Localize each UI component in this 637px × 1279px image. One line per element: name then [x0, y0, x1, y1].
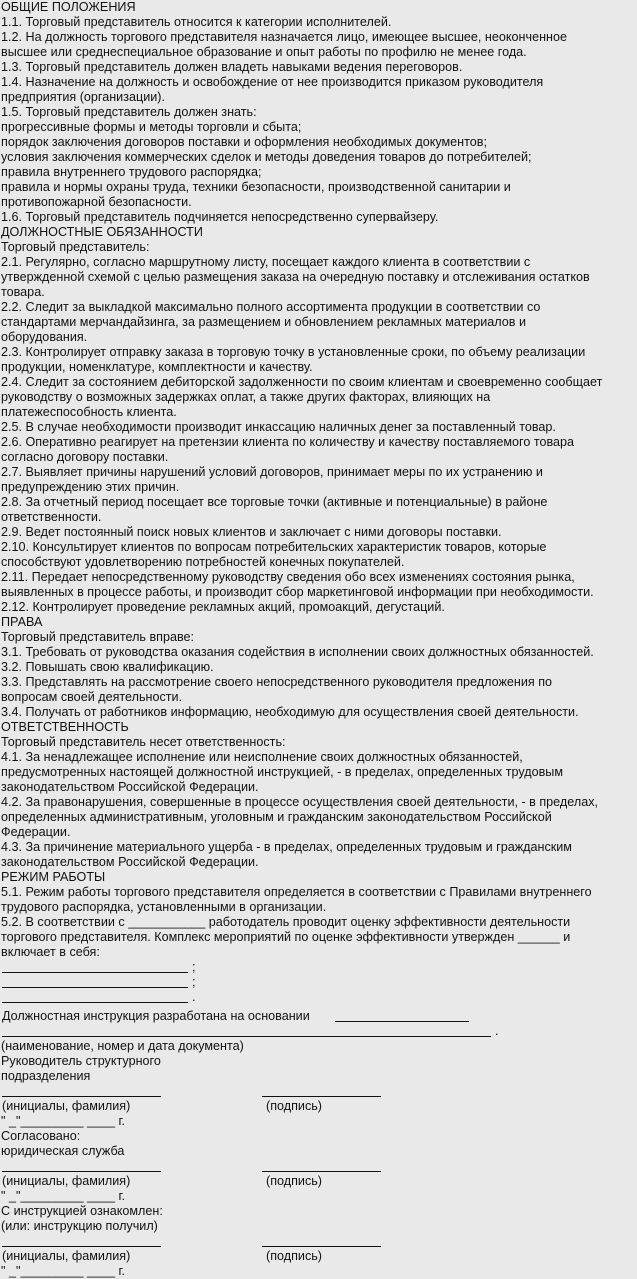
text-line: ответственности. — [1, 510, 102, 524]
text-line: руководству о возможных задержках оплат, а также других факторах, влияющих на — [1, 390, 491, 404]
paragraph — [1, 465, 635, 495]
paragraph — [1, 15, 635, 30]
underline — [2, 1084, 161, 1097]
doc-caption: (наименование, номер и дата документа) — [1, 1039, 244, 1053]
underline — [2, 975, 188, 988]
initials-caption: (инициалы, фамилия) — [2, 1174, 131, 1188]
paragraph — [1, 705, 635, 720]
text-line: 2.7. Выявляет причины нарушений условий договоров, принимает меры по их устранению и — [1, 465, 543, 479]
paragraph — [1, 30, 635, 60]
date-line: " _"_________ ____ г. — [1, 1189, 126, 1203]
section-body — [1, 240, 635, 615]
text-line: способствуют удовлетворению потребностей конечных покупателей. — [1, 555, 405, 569]
text-line: 2.5. В случае необходимости производит инкассацию наличных денег за поставленный товар. — [1, 420, 556, 434]
text-line: 4.3. За причинение материального ущерба - в пределах, определенных трудовым и гражданским — [1, 840, 572, 854]
initials-caption: (инициалы, фамилия) — [2, 1249, 131, 1263]
text-line: 2.11. Передает непосредственному руководству сведения обо всех изменениях состояния рынка, — [1, 570, 575, 584]
text-line: 2.2. Следит за выкладкой максимально полного ассортимента продукции в соответствии со — [1, 300, 541, 314]
text-line: условия заключения коммерческих сделок и методы доведения товаров до потребителей; — [1, 150, 532, 164]
text-line: прогрессивные формы и методы торговли и сбыта; — [1, 120, 302, 134]
section-body — [1, 885, 635, 960]
underline — [262, 1234, 381, 1247]
text-line: согласно договору поставки. — [1, 450, 169, 464]
text-line: 2.1. Регулярно, согласно маршрутному листу, посещает каждого клиента в соответствии с — [1, 255, 531, 269]
paragraph — [1, 915, 635, 960]
basis-label: Должностная инструкция разработана на основании — [2, 1009, 310, 1023]
paragraph — [1, 120, 635, 135]
paragraph — [1, 255, 635, 300]
text-line: выявленных в процессе работы, и производит сбор маркетинговой информации при необходимости. — [1, 585, 594, 599]
text-line: 2.10. Консультирует клиентов по вопросам потребительских характеристик товаров, которые — [1, 540, 547, 554]
initials-caption: (инициалы, фамилия) — [2, 1099, 131, 1113]
text-line: 1.1. Торговый представитель относится к категории исполнителей. — [1, 15, 392, 29]
section-body — [1, 15, 635, 225]
text-line: правила и нормы охраны труда, техники безопасности, производственной санитарии и — [1, 180, 511, 194]
legal-label: юридическая служба — [1, 1144, 125, 1158]
blank-line-2 — [1, 975, 635, 990]
text-line: утвержденной схемой с целью размещения заказа на очередную поставку и отслеживания остатков — [1, 270, 590, 284]
text-line: законодательством Российской Федерации. — [1, 780, 259, 794]
text-line: 3.1. Требовать от руководства оказания содействия в исполнении своих должностных обязанностей. — [1, 645, 594, 659]
section-heading: ПРАВА — [1, 615, 43, 629]
section-body — [1, 630, 635, 720]
paragraph — [1, 675, 635, 705]
signature-captions — [1, 1174, 635, 1189]
paragraph — [1, 105, 635, 120]
signature-lines — [1, 1084, 635, 1099]
paragraph — [1, 660, 635, 675]
text-line: Торговый представитель: — [1, 240, 150, 254]
text-line: 5.1. Режим работы торгового представителя определяется в соответствии с Правилами внутреннего — [1, 885, 592, 899]
text-line: предусмотренных настоящей должностной инструкцией, - в пределах, определенных трудовым — [1, 765, 563, 779]
text-line: 2.12. Контролирует проведение рекламных акций, промоакций, дегустаций. — [1, 600, 445, 614]
text-line: трудового распорядка, установленными в организации. — [1, 900, 327, 914]
text-line: вопросам своей деятельности. — [1, 690, 183, 704]
text-line: порядок заключения договоров поставки и оформления необходимых документов; — [1, 135, 487, 149]
section-heading: ОБЩИЕ ПОЛОЖЕНИЯ — [1, 0, 136, 14]
paragraph — [1, 795, 635, 840]
paragraph — [1, 165, 635, 180]
acquainted-label: С инструкцией ознакомлен: — [1, 1204, 163, 1218]
text-line: 1.3. Торговый представитель должен владеть навыками ведения переговоров. — [1, 60, 463, 74]
paragraph — [1, 840, 635, 870]
text-line: 4.1. За ненадлежащее исполнение или неисполнение своих должностных обязанностей, — [1, 750, 523, 764]
text-line: 2.8. За отчетный период посещает все торговые точки (активные и потенциальные) в районе — [1, 495, 548, 509]
paragraph — [1, 150, 635, 165]
underline — [335, 1009, 469, 1022]
text-line: Федерации. — [1, 825, 71, 839]
period: . — [192, 990, 196, 1004]
text-line: 3.2. Повышать свою квалификацию. — [1, 660, 214, 674]
paragraph — [1, 210, 635, 225]
section-heading: ДОЛЖНОСТНЫЕ ОБЯЗАННОСТИ — [1, 225, 203, 239]
text-line: 5.2. В соответствии с ___________ работодатель проводит оценку эффективности деятельности — [1, 915, 571, 929]
paragraph — [1, 630, 635, 645]
paragraph — [1, 735, 635, 750]
text-line: 1.6. Торговый представитель подчиняется непосредственно супервайзеру. — [1, 210, 439, 224]
text-line: предприятия (организации). — [1, 90, 165, 104]
paragraph — [1, 540, 635, 570]
paragraph — [1, 525, 635, 540]
text-line: законодательством Российской Федерации. — [1, 855, 259, 869]
paragraph — [1, 240, 635, 255]
underline — [2, 1024, 491, 1037]
text-line: 4.2. За правонарушения, совершенные в процессе осуществления своей деятельности, - в пределах, — [1, 795, 598, 809]
text-line: платежеспособность клиента. — [1, 405, 177, 419]
paragraph — [1, 750, 635, 795]
signature-caption: (подпись) — [266, 1249, 322, 1263]
text-line: противопожарной безопасности. — [1, 195, 192, 209]
text-line: предупреждению этих причин. — [1, 480, 180, 494]
text-line: стандартами мерчандайзинга, за размещением и обновлением рекламных материалов и — [1, 315, 526, 329]
paragraph — [1, 645, 635, 660]
signature-lines — [1, 1159, 635, 1174]
paragraph — [1, 495, 635, 525]
section-rights — [1, 615, 635, 720]
text-line: торгового представителя. Комплекс мероприятий по оценке эффективности утвержден ______ и — [1, 930, 571, 944]
section-duties — [1, 225, 635, 615]
text-line: включает в себя: — [1, 945, 100, 959]
section-work-mode — [1, 870, 635, 960]
signature-captions — [1, 1249, 635, 1264]
received-label: (или: инструкцию получил) — [1, 1219, 158, 1233]
signature-lines — [1, 1234, 635, 1249]
signature-caption: (подпись) — [266, 1099, 322, 1113]
text-line: 1.4. Назначение на должность и освобождение от нее производится приказом руководителя — [1, 75, 544, 89]
paragraph — [1, 420, 635, 435]
section-responsibility — [1, 720, 635, 870]
text-line: продукции, номенклатуре, комплектности и качеству. — [1, 360, 313, 374]
text-line: 2.3. Контролирует отправку заказа в торговую точку в установленные сроки, по объему реализации — [1, 345, 586, 359]
head-label: Руководитель структурного — [1, 1054, 161, 1068]
basis-row — [1, 1009, 635, 1024]
text-line: определенных административным, уголовным и гражданским законодательством Российской — [1, 810, 552, 824]
underline — [2, 960, 188, 973]
section-heading: РЕЖИМ РАБОТЫ — [1, 870, 106, 884]
text-line: 1.2. На должность торгового представителя назначается лицо, имеющее высшее, неоконченное — [1, 30, 567, 44]
text-line: 2.4. Следит за состоянием дебиторской задолженности по своим клиентам и своевременно сообщает — [1, 375, 603, 389]
paragraph — [1, 885, 635, 915]
signature-captions — [1, 1099, 635, 1114]
section-general — [1, 0, 635, 225]
paragraph — [1, 570, 635, 600]
text-line: 3.4. Получать от работников информацию, необходимую для осуществления своей деятельности. — [1, 705, 579, 719]
paragraph — [1, 345, 635, 375]
paragraph — [1, 435, 635, 465]
paragraph — [1, 60, 635, 75]
paragraph — [1, 300, 635, 345]
text-line: высшее или среднеспециальное образование и опыт работы по профилю не менее года. — [1, 45, 527, 59]
signature-caption: (подпись) — [266, 1174, 322, 1188]
period: . — [495, 1024, 499, 1038]
underline — [2, 1159, 161, 1172]
agreed-label: Согласовано: — [1, 1129, 81, 1143]
paragraph — [1, 375, 635, 420]
paragraph — [1, 135, 635, 150]
basis-line-row — [1, 1024, 635, 1039]
paragraph — [1, 180, 635, 210]
underline — [2, 990, 188, 1003]
date-line: " _"_________ ____ г. — [1, 1264, 126, 1278]
underline — [262, 1084, 381, 1097]
paragraph — [1, 600, 635, 615]
date-line: " _"_________ ____ г. — [1, 1114, 126, 1128]
text-line: 2.6. Оперативно реагирует на претензии клиента по количеству и качеству поставляемого товара — [1, 435, 575, 449]
section-heading: ОТВЕТСТВЕННОСТЬ — [1, 720, 129, 734]
text-line: правила внутреннего трудового распорядка; — [1, 165, 262, 179]
text-line: Торговый представитель несет ответственность: — [1, 735, 286, 749]
text-line: товара. — [1, 285, 45, 299]
underline — [2, 1234, 161, 1247]
head-label: подразделения — [1, 1069, 91, 1083]
text-line: 1.5. Торговый представитель должен знать: — [1, 105, 257, 119]
semicolon: ; — [192, 960, 196, 974]
blank-line-1 — [1, 960, 635, 975]
semicolon: ; — [192, 975, 196, 989]
text-line: 3.3. Представлять на рассмотрение своего непосредственного руководителя предложения по — [1, 675, 553, 689]
text-line: оборудования. — [1, 330, 88, 344]
blank-line-3 — [1, 990, 635, 1005]
text-line: 2.9. Ведет постоянный поиск новых клиентов и заключает с ними договоры поставки. — [1, 525, 502, 539]
underline — [262, 1159, 381, 1172]
paragraph — [1, 75, 635, 105]
text-line: Торговый представитель вправе: — [1, 630, 195, 644]
section-body — [1, 735, 635, 870]
